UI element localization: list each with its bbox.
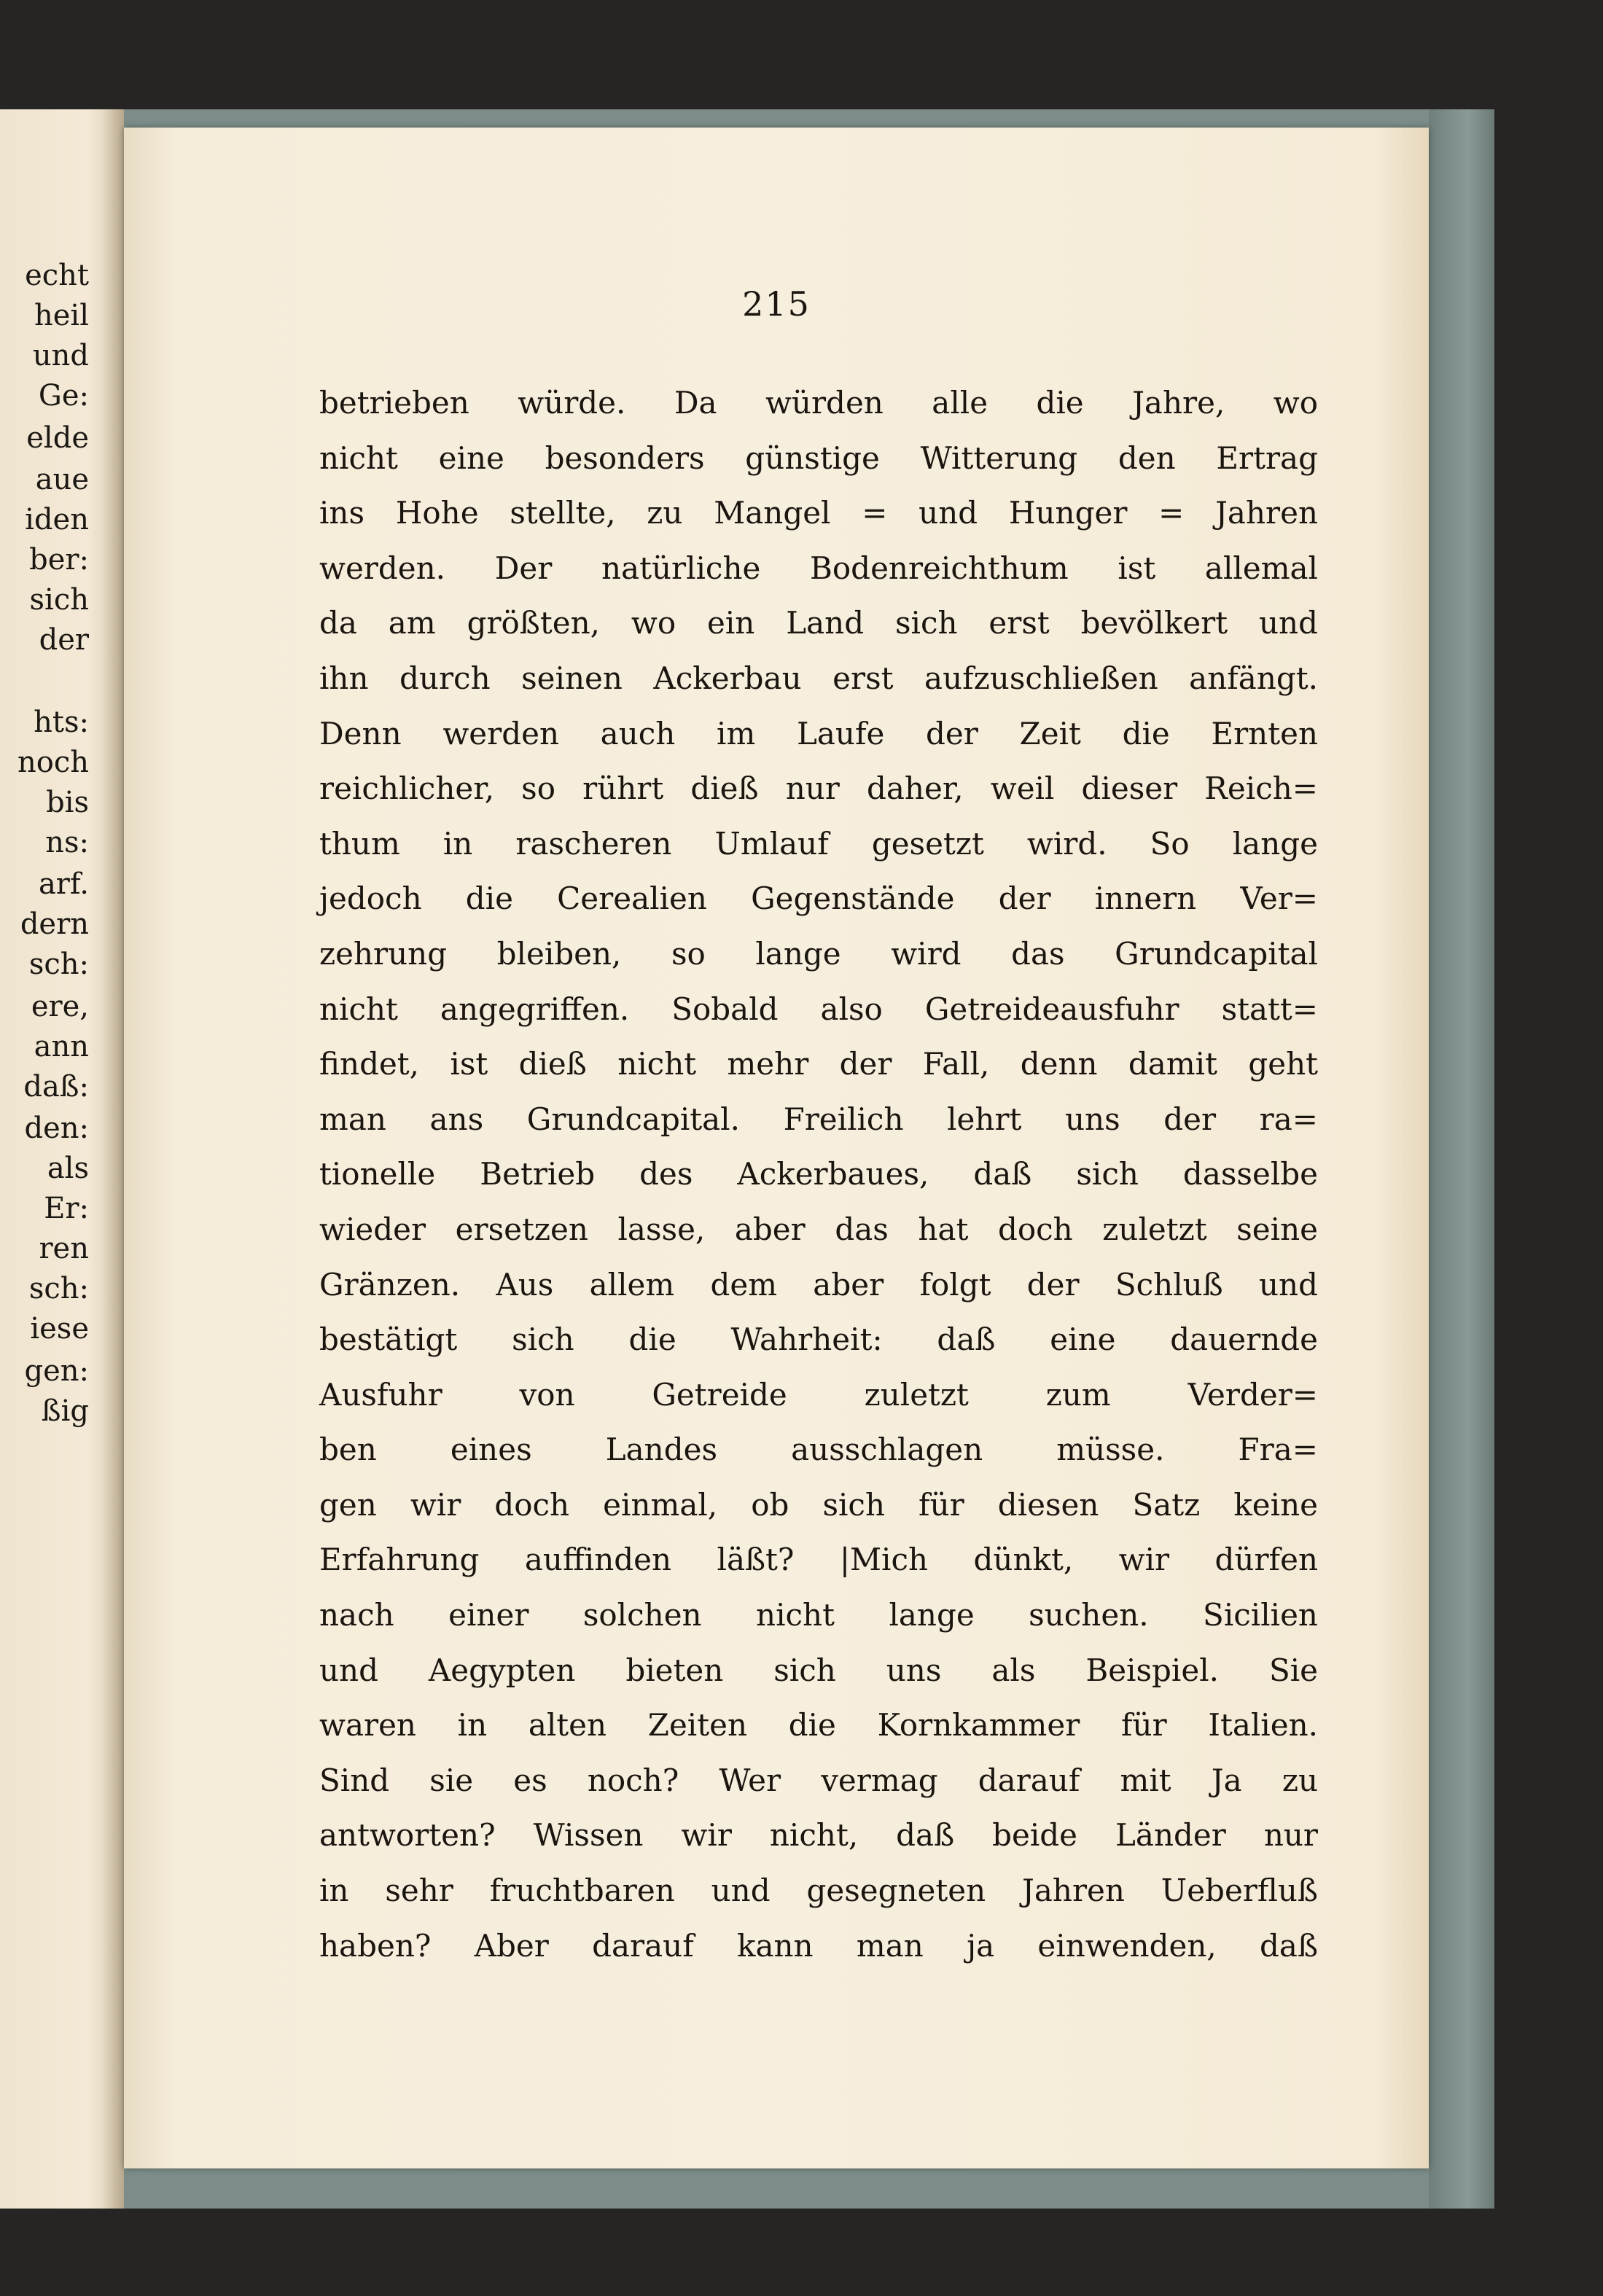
text-line-content: bestätigt sich die Wahrheit: daß eine dauernde [319, 1321, 1318, 1358]
text-line-content: findet, ist dieß nicht mehr der Fall, denn damit geht [319, 1046, 1318, 1082]
left-page-line-fragment: ere, [31, 990, 89, 1023]
left-page-line-fragment: ber: [29, 543, 89, 577]
text-line [319, 926, 1318, 982]
left-page-line-fragment: aue [35, 463, 89, 496]
text-line [319, 485, 1318, 541]
left-page-line-fragment: sch: [28, 948, 89, 981]
left-page-line-fragment: bis [46, 786, 89, 819]
left-page-line-fragment: den: [24, 1112, 89, 1145]
text-line-content: Sind sie es noch? Wer vermag darauf mit Ja zu [319, 1762, 1318, 1798]
page-number: 215 [742, 284, 811, 324]
text-line [319, 1698, 1318, 1753]
left-page-line-fragment: Ge: [38, 379, 89, 413]
left-page-line-fragment: ns: [45, 826, 89, 859]
text-line [319, 1312, 1318, 1367]
text-line [319, 431, 1318, 486]
text-line-content: Erfahrung auffinden läßt? |Mich dünkt, wir dürfen [319, 1542, 1318, 1578]
text-line [319, 1092, 1318, 1147]
left-page-line-fragment: sich [29, 583, 89, 617]
text-line-content: waren in alten Zeiten die Kornkammer für Italien. [319, 1707, 1318, 1744]
text-line [319, 541, 1318, 596]
text-line-content: Denn werden auch im Laufe der Zeit die Ernten [319, 715, 1318, 751]
text-line-content: ben eines Landes ausschlagen müsse. Fra= [319, 1432, 1318, 1468]
cover-edge [1429, 109, 1494, 2209]
left-page-line-fragment: heil [34, 299, 89, 332]
text-line-content: betrieben würde. Da würden alle die Jahre, wo [319, 385, 1318, 421]
text-line-content: und Aegypten bieten sich uns als Beispiel. Sie [319, 1652, 1318, 1688]
text-line-content: reichlicher, so rührt dieß nur daher, weil dieser Reich= [319, 770, 1318, 807]
text-line [319, 596, 1318, 651]
text-line-content: nach einer solchen nicht lange suchen. Sicilien [319, 1597, 1318, 1633]
text-line-content: Ausfuhr von Getreide zuletzt zum Verder= [319, 1376, 1318, 1413]
text-line-content: Gränzen. Aus allem dem aber folgt der Schluß und [319, 1266, 1318, 1303]
left-page-line-fragment: und [32, 339, 89, 372]
facing-page-left [0, 109, 124, 2209]
text-line-content: nicht angegriffen. Sobald also Getreideausfuhr statt= [319, 991, 1318, 1027]
text-line [319, 1532, 1318, 1588]
text-line [319, 816, 1318, 872]
left-page-line-fragment: daß: [23, 1070, 89, 1104]
left-page-line-fragment: dern [20, 907, 89, 941]
left-page-line-fragment: ren [39, 1232, 89, 1265]
text-line [319, 871, 1318, 926]
left-page-line-fragment: hts: [34, 706, 89, 739]
text-line [319, 651, 1318, 706]
text-line [319, 375, 1318, 431]
left-page-line-fragment: Er: [44, 1192, 89, 1225]
page-gutter [102, 109, 124, 2209]
text-line-content: werden. Der natürliche Bodenreichthum ist allemal [319, 550, 1318, 586]
book-page-right [124, 128, 1429, 2168]
left-page-line-fragment: sch: [28, 1272, 89, 1305]
text-line [319, 1257, 1318, 1313]
text-line-content: ins Hohe stellte, zu Mangel = und Hunger = Jahren [319, 495, 1318, 531]
text-line [319, 1808, 1318, 1863]
text-line [319, 1422, 1318, 1477]
text-line-content: nicht eine besonders günstige Witterung den Ertrag [319, 440, 1318, 476]
text-line [319, 1036, 1318, 1092]
left-page-line-fragment: arf. [38, 867, 89, 901]
left-page-line-fragment: ßig [41, 1394, 89, 1428]
body-text [319, 375, 1318, 1973]
text-line-content: da am größten, wo ein Land sich erst bevölkert und [319, 605, 1318, 641]
text-line [319, 1477, 1318, 1533]
text-line [319, 1147, 1318, 1202]
text-line [319, 1753, 1318, 1808]
left-page-line-fragment: der [39, 623, 89, 657]
left-page-line-fragment: als [47, 1152, 89, 1185]
text-line-content: zehrung bleiben, so lange wird das Grundcapital [319, 935, 1318, 972]
text-line-content: in sehr fruchtbaren und gesegneten Jahren Ueberfluß [319, 1873, 1318, 1909]
text-line [319, 761, 1318, 816]
text-line [319, 1588, 1318, 1643]
text-line [319, 982, 1318, 1037]
left-page-line-fragment: ann [34, 1030, 89, 1063]
text-line-content: jedoch die Cerealien Gegenstände der innern Ver= [319, 880, 1318, 917]
text-line [319, 1367, 1318, 1423]
left-page-line-fragment: iese [30, 1312, 89, 1346]
text-line-content: haben? Aber darauf kann man ja einwenden, daß [319, 1927, 1318, 1964]
text-line [319, 1863, 1318, 1918]
left-page-line-fragment: gen: [24, 1354, 89, 1388]
text-line-content: antworten? Wissen wir nicht, daß beide Länder nur [319, 1817, 1318, 1854]
text-line-content: gen wir doch einmal, ob sich für diesen Satz keine [319, 1486, 1318, 1523]
text-line-content: tionelle Betrieb des Ackerbaues, daß sich dasselbe [319, 1156, 1318, 1192]
text-line-content: wieder ersetzen lasse, aber das hat doch zuletzt seine [319, 1211, 1318, 1247]
text-line-content: thum in rascheren Umlauf gesetzt wird. So lange [319, 825, 1318, 862]
left-page-line-fragment: iden [25, 503, 89, 536]
text-line-content: ihn durch seinen Ackerbau erst aufzuschließen anfängt. [319, 660, 1318, 696]
text-line-content: man ans Grundcapital. Freilich lehrt uns der ra= [319, 1101, 1318, 1137]
left-page-line-fragment: echt [25, 259, 89, 292]
text-line [319, 706, 1318, 762]
left-page-line-fragment: elde [26, 421, 89, 455]
text-line [319, 1918, 1318, 1974]
left-page-line-fragment: noch [17, 746, 89, 779]
text-line [319, 1643, 1318, 1698]
text-line [319, 1202, 1318, 1257]
